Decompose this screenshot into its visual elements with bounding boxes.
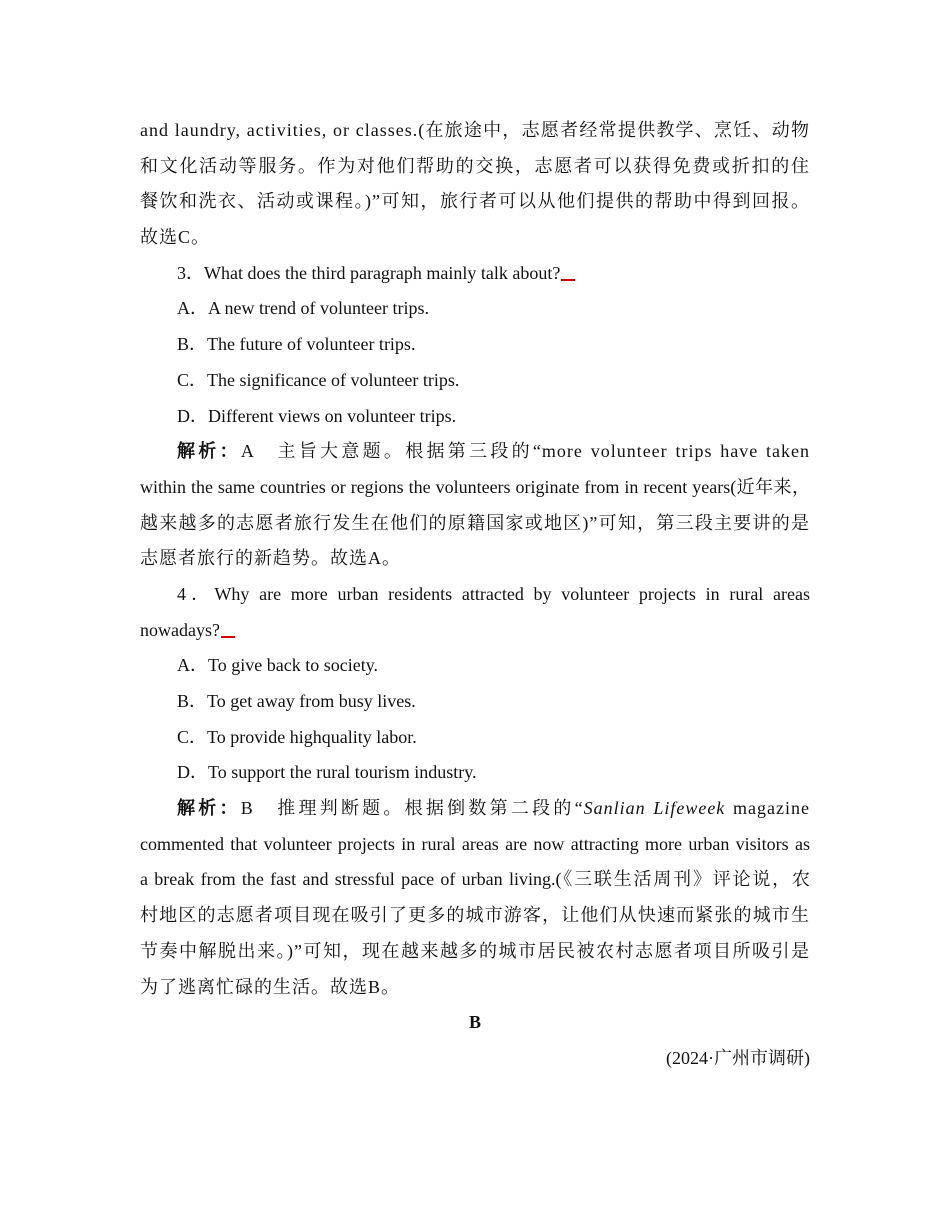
- text-line: 故选C。: [140, 227, 211, 248]
- document-page: [140, 113, 810, 1077]
- question-4-option-c: C．To provide highquality labor.: [177, 726, 417, 747]
- text-line: commented that volunteer projects in rural areas are now attracting more urban visitors as: [140, 833, 810, 854]
- text-line: and laundry, activities, or classes.(在旅途中，志愿者经常提供教学、烹饪、动物: [140, 120, 810, 140]
- analysis-label: 解析：: [177, 798, 241, 819]
- analysis-label: 解析：: [177, 441, 241, 462]
- text-line: 为了逃离忙碌的生活。故选B。: [140, 976, 401, 997]
- question-3-analysis: 解析：A 主旨大意题。根据第三段的“more volunteer trips have taken: [177, 441, 810, 462]
- text-line: 村地区的志愿者项目现在吸引了更多的城市游客，让他们从快速而紧张的城市生: [140, 905, 810, 926]
- text-line: 节奏中解脱出来。)”可知，现在越来越多的城市居民被农村志愿者项目所吸引是: [140, 940, 810, 961]
- source-note: (2024·广州市调研): [666, 1047, 810, 1068]
- question-3-option-b: B．The future of volunteer trips.: [177, 334, 416, 355]
- text-line: 志愿者旅行的新趋势。故选A。: [140, 548, 401, 569]
- question-4-stem: 4．Why are more urban residents attracted by volunteer projects in rural areas: [177, 583, 810, 604]
- question-4-option-b: B．To get away from busy lives.: [177, 691, 416, 711]
- text-line: 餐饮和洗衣、活动或课程。)”可知，旅行者可以从他们提供的帮助中得到回报。: [140, 191, 810, 212]
- question-3-stem: 3．What does the third paragraph mainly talk about?: [140, 256, 810, 292]
- question-4-stem-cont: nowadays?: [140, 613, 810, 649]
- section-heading: B: [468, 1012, 481, 1033]
- question-4-analysis: 解析：B 推理判断题。根据倒数第二段的“Sanlian Lifeweek magazine: [177, 798, 810, 819]
- text-line: 越来越多的志愿者旅行发生在他们的原籍国家或地区)”可知，第三段主要讲的是: [140, 512, 810, 533]
- text-line: within the same countries or regions the volunteers originate from in recent years(近年来，: [140, 476, 810, 497]
- question-3-option-a: A．A new trend of volunteer trips.: [177, 298, 429, 319]
- question-3-option-c: C．The significance of volunteer trips.: [177, 369, 460, 390]
- answer-blank: [561, 257, 575, 281]
- text-line: 和文化活动等服务。作为对他们帮助的交换，志愿者可以获得免费或折扣的住: [140, 155, 810, 176]
- question-3-option-d: D．Different views on volunteer trips.: [177, 405, 457, 426]
- magazine-title: Sanlian Lifeweek: [583, 798, 726, 819]
- question-4-option-d: D．To support the rural tourism industry.: [177, 762, 477, 783]
- text-line: a break from the fast and stressful pace of urban living.(《三联生活周刊》评论说，农: [140, 869, 810, 890]
- answer-blank: [221, 614, 235, 638]
- question-4-option-a: A．To give back to society.: [177, 655, 379, 676]
